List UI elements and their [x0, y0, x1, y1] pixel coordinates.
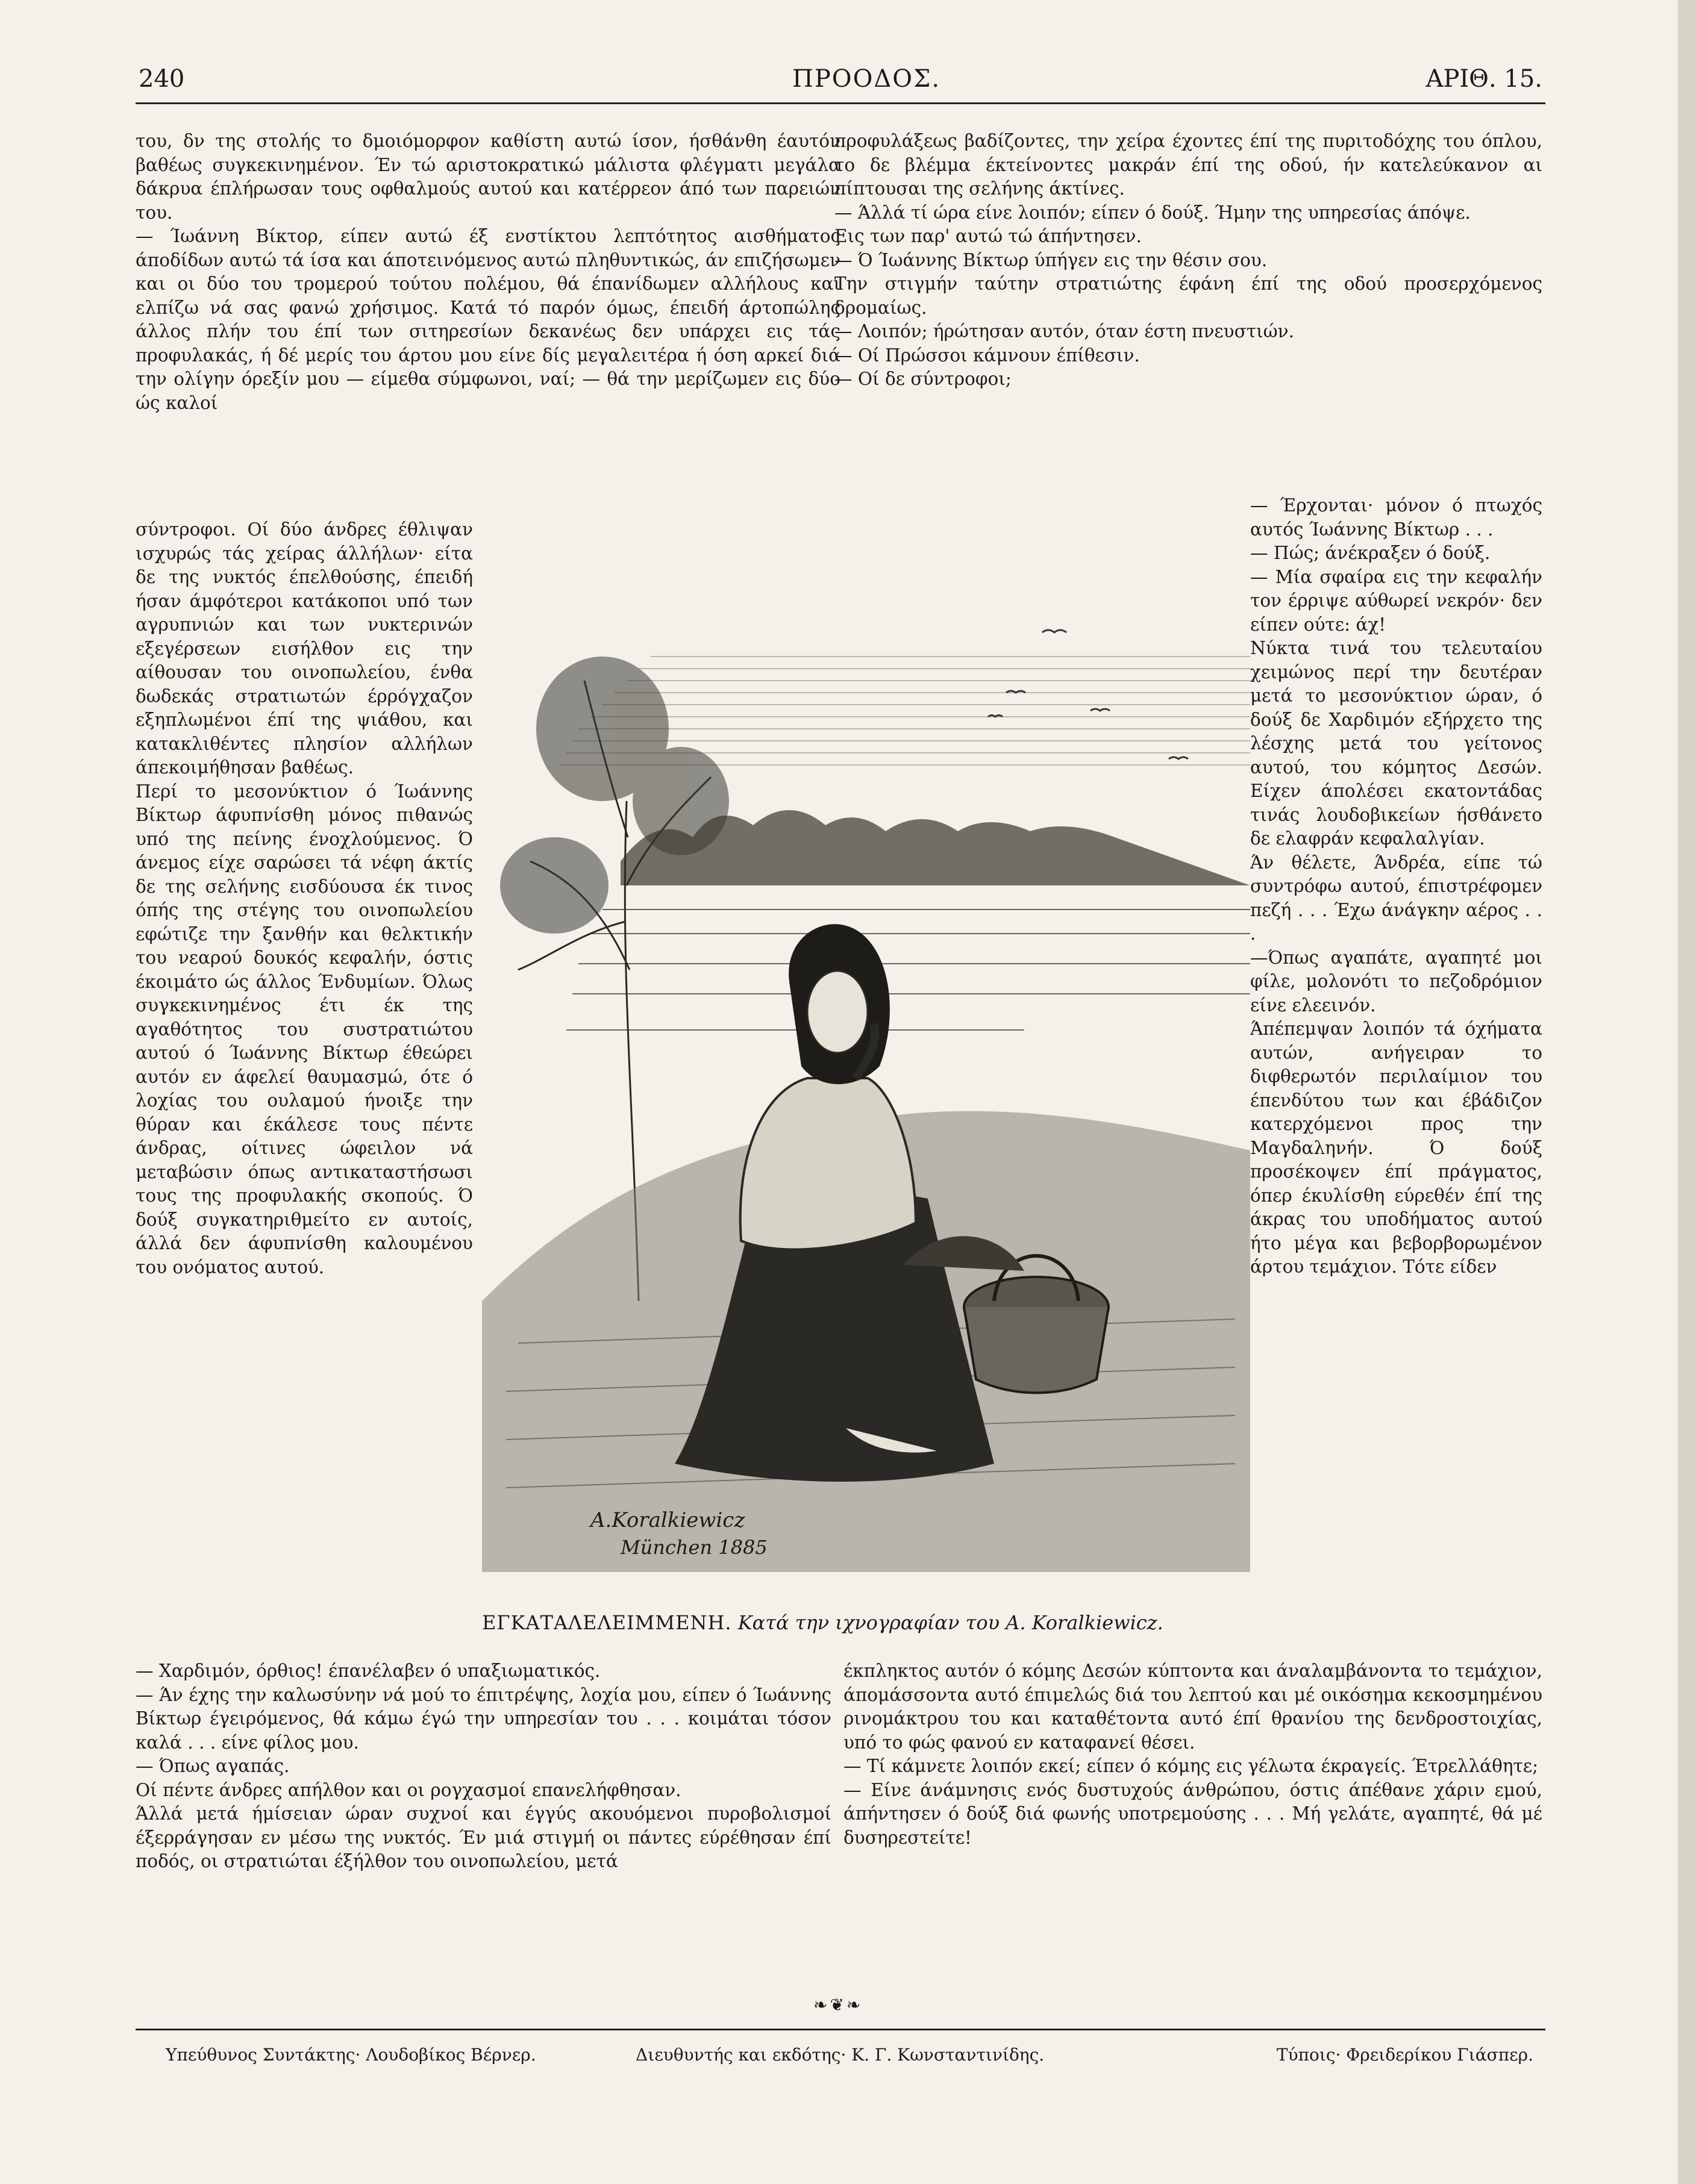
- left-column-bottom: [136, 1659, 831, 1874]
- paragraph: — Οί Πρώσσοι κάμνουν έπίθεσιν.: [834, 345, 1140, 366]
- paragraph: Άπέπεμψαν λοιπόν τά όχήματα αυτών, ανήγειραν το διφθερωτόν περιλαίμιον του έπενδύτου των και έβάδιζον κατερχόμενοι προς την Μαγδαληνήν. Ό δούξ προσέκοψεν έπί πράγματος, όπερ έκυλίσθη εύρεθέν έπί της άκρας του υποδήματος αυτού ήτο μέγα και βεβορβορωμένον άρτου τεμάχιον. Τότε είδεν: [1250, 1019, 1542, 1277]
- right-column-bottom: [843, 1659, 1542, 1850]
- paragraph: — Χαρδιμόν, όρθιος! έπανέλαβεν ό υπαξιωματικός.: [136, 1661, 601, 1681]
- paragraph: — Οί δε σύντροφοι;: [834, 369, 1012, 389]
- paragraph: — Πώς; άνέκραξεν ό δούξ.: [1250, 543, 1491, 563]
- paragraph: Άλλά μετά ήμίσειαν ώραν συχνοί και έγγύς ακουόμενοι πυροβολισμοί έξερράγησαν εν μέσω της νυκτός. Έν μιά στιγμή οι πάντες εύρέθησαν έπί ποδός, οι στρατιώται έξήλθον του οινοπωλείου, μετά: [136, 1803, 831, 1871]
- paragraph: Την στιγμήν ταύτην στρατιώτης έφάνη έπί της οδού προσερχόμενος δρομαίως.: [834, 273, 1542, 318]
- paragraph: — Άν έχης την καλωσύνην νά μού το έπιτρέψης, λοχία μου, είπεν ό Ίωάννης Βίκτωρ έγειρόμενος, θά κάμω έγώ την υπηρεσίαν του . . . κοιμάται τόσον καλά . . . είνε φίλος μου.: [136, 1684, 831, 1753]
- left-column-narrow: [136, 518, 473, 1279]
- issue-number: ΑΡΙΘ. 15.: [1425, 65, 1542, 93]
- paragraph: Άν θέλετε, Άνδρέα, είπε τώ συντρόφω αυτού, έπιστρέφομεν πεζή . . . Έχω άνάγκην αέρος . . .: [1250, 852, 1542, 944]
- caption-title: ΕΓΚΑΤΑΛΕΛΕΙΜΜΕΝΗ.: [482, 1611, 732, 1634]
- paragraph: σύντροφοι. Οί δύο άνδρες έθλιψαν ισχυρώς τάς χείρας άλλήλων· είτα δε της νυκτός έπελθούσης, έπειδή ήσαν άμφότεροι κατάκοποι υπό των αγρυπνιών και των νυκτερινών εξεγέρσεων εισήλθον εις την αίθουσαν του οινοπωλείου, ένθα δωδεκάς στρατιωτών έρρόγχαζον εξηπλωμένοι έπί της ψιάθου, και κατακλιθέντες πλησίον αλλήλων άπεκοιμήθησαν βαθέως.: [136, 519, 473, 778]
- artist-signature: A.Koralkiewicz: [590, 1508, 745, 1532]
- paragraph: — Είνε άνάμνησις ενός δυστυχούς άνθρώπου, όστις άπέθανε χάριν εμού, άπήντησεν ό δούξ διά φωνής υποτρεμούσης . . . Μή γελάτε, αγαπητέ, θά μέ δυσηρεστείτε!: [843, 1779, 1542, 1848]
- paragraph: — Άλλά τί ώρα είνε λοιπόν; είπεν ό δούξ. Ήμην της υπηρεσίας άπόψε.: [834, 202, 1471, 223]
- right-column-narrow: [1250, 494, 1542, 1279]
- footer-printer: Τύποις· Φρειδερίκου Γιάσπερ.: [1276, 2045, 1533, 2065]
- place-date: München 1885: [621, 1536, 768, 1559]
- paragraph: — Μία σφαίρα εις την κεφαλήν τον έρριψε αύθωρεί νεκρόν· δεν είπεν ούτε: άχ!: [1250, 566, 1542, 635]
- page-footer: [136, 2029, 1545, 2067]
- page-header: [136, 60, 1545, 104]
- left-column-top: [136, 129, 840, 415]
- paragraph: — Όπως αγαπάς.: [136, 1756, 290, 1776]
- journal-title: ΠΡΟΟΔΟΣ.: [792, 65, 941, 93]
- page-number: 240: [139, 65, 185, 93]
- paragraph: Περί το μεσονύκτιον ό Ίωάννης Βίκτωρ άφυπνίσθη μόνος πιθανώς υπό της πείνης ένοχλούμενος. Ό άνεμος είχε σαρώσει τά νέφη άκτίς δε της σελήνης εισδύουσα έκ τινος όπής της στέγης του οινοπωλείου εφώτιζε την ξανθήν και θελκτικήν του νεαρού δουκός κεφαλήν, όστις έκοιμάτο ώς άλλος Ένδυμίων. Όλως συγκεκινημένος έτι έκ της αγαθότητος του συστρατιώτου αυτού ό Ίωάννης Βίκτωρ έθεώρει αυτόν εν άφελεί θαυμασμώ, ότε ό λοχίας του ουλαμού ήνοιξε την θύραν και έκάλεσε τους πέντε άνδρας, οίτινες ώφειλον νά μεταβώσιν όπως αντικαταστήσωσι τους της προφυλακής σκοπούς. Ό δούξ συγκατηριθμείτο εν αυτοίς, άλλά δεν άφυπνίσθη καλουμένου του ονόματος αυτού.: [136, 781, 473, 1278]
- paragraph: Εις των παρ' αυτώ τώ άπήντησεν.: [834, 226, 1142, 246]
- paragraph: —Όπως αγαπάτε, αγαπητέ μοι φίλε, μολονότι το πεζοδρόμιον είνε ελεεινόν.: [1250, 947, 1542, 1016]
- caption-text: Κατά την ιχνογραφίαν του Α. Koralkiewicz.: [737, 1611, 1163, 1634]
- page-edge: [1678, 0, 1696, 2184]
- footer-publisher: Διευθυντής και εκδότης· Κ. Γ. Κωνσταντινίδης.: [636, 2045, 1045, 2065]
- paragraph: — Ό Ίωάννης Βίκτωρ ύπήγεν εις την θέσιν σου.: [834, 249, 1268, 270]
- end-ornament: ❧❦❧: [813, 1995, 863, 2015]
- paragraph: — Έρχονται· μόνον ό πτωχός αυτός Ίωάννης Βίκτωρ . . .: [1250, 495, 1542, 540]
- paragraph: έκπληκτος αυτόν ό κόμης Δεσών κύπτοντα και άναλαμβάνοντα το τεμάχιον, άπομάσσοντα αυτό έπιμελώς διά του λεπτού και μέ οικόσημα κεκοσμημένου ρινομάκτρου του και καταθέτοντα αυτό έπί θρανίου της δενδροστοιχίας, υπό το φώς φανού εν καταφανεί θέσει.: [843, 1661, 1542, 1753]
- paragraph: Οί πέντε άνδρες απήλθον και οι ρογχασμοί επανελήφθησαν.: [136, 1779, 681, 1800]
- paragraph: προφυλάξεως βαδίζοντες, την χείρα έχοντες έπί της πυριτοδόχης του όπλου, το δε βλέμμα έκτείνοντες μακράν έπί της οδού, ήν κατελεύκανον αι πίπτουσαι της σελήνης άκτίνες.: [834, 131, 1542, 199]
- paragraph: — Ίωάννη Βίκτορ, είπεν αυτώ έξ ενστίκτου λεπτότητος αισθήματος άποδίδων αυτώ τά ίσα και άποτεινόμενος αυτώ πληθυντικώς, άν επιζήσωμεν και οι δύο του τρομερού τούτου πολέμου, θά έπανίδωμεν αλλήλους και ελπίζω νά σας φανώ χρήσιμος. Κατά τό παρόν όμως, έπειδή άρτοπώλης άλλος πλήν του έπί των σιτηρεσίων δεκανέως δεν υπάρχει εις τάς προφυλακάς, ή δέ μερίς του άρτου μου είνε δίς μεγαλειτέρα ή όση αρκεί διά την ολίγην όρεξίν μου — είμεθα σύμφωνοι, ναί; — θά την μερίζωμεν εις δύο ώς καλοί: [136, 226, 840, 413]
- right-column-top: [834, 129, 1542, 392]
- engraving-illustration: [482, 548, 1250, 1572]
- illustration-caption: [482, 1611, 1259, 1634]
- paragraph: — Λοιπόν; ήρώτησαν αυτόν, όταν έστη πνευστιών.: [834, 321, 1294, 342]
- paragraph: Νύκτα τινά του τελευταίου χειμώνος περί την δευτέραν μετά το μεσονύκτιον ώραν, ό δούξ δε Χαρδιμόν εξήρχετο της λέσχης μετά του γείτονος αυτού, του κόμητος Δεσών. Είχεν άπολέσει εκατοντάδας τινάς λουδοβικείων ήσθάνετο δε ελαφράν κεφαλαλγίαν.: [1250, 638, 1542, 849]
- paragraph: — Τί κάμνετε λοιπόν εκεί; είπεν ό κόμης εις γέλωτα έκραγείς. Έτρελλάθητε;: [843, 1756, 1539, 1776]
- paragraph: του, δν της στολής το δμοιόμορφον καθίστη αυτώ ίσον, ήσθάνθη έαυτόν βαθέως συγκεκινημένον. Έν τώ αριστοκρατικώ μάλιστα φλέγματι μεγάλα δάκρυα έπλήρωσαν τους οφθαλμούς αυτού και κατέρρεον άπό των παρειών του.: [136, 131, 840, 223]
- footer-editor: Υπεύθυνος Συντάκτης· Λουδοβίκος Βέρνερ.: [166, 2045, 536, 2065]
